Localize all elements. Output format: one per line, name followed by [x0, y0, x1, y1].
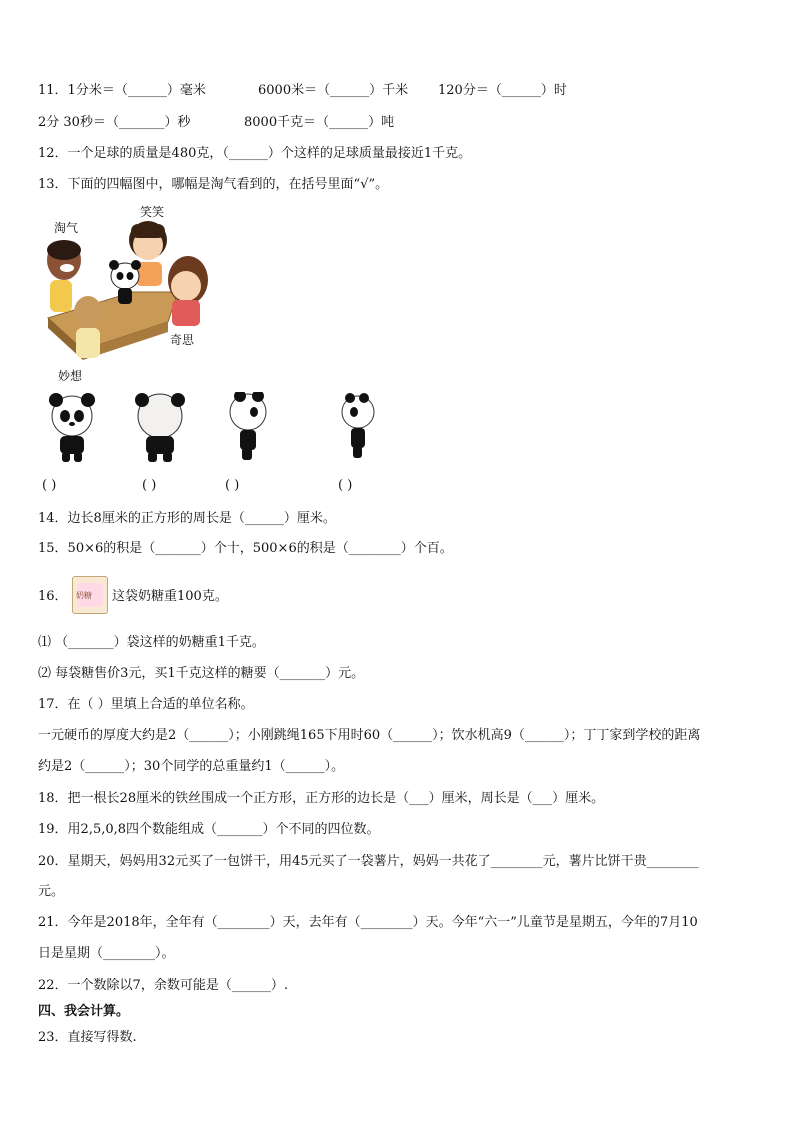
- section-4-heading: 四、我会计算。: [38, 1004, 130, 1019]
- q11-line1-b: 6000米＝（______）千米: [258, 83, 409, 98]
- panda-front-view: [49, 393, 95, 462]
- q11-line1-a: 11．1分米＝（______）毫米: [38, 83, 206, 98]
- answer-blank-1[interactable]: ( ): [42, 478, 57, 493]
- question-16-sub2: ⑵ 每袋糖售价3元，买1千克这样的糖要（_______）元。: [38, 666, 365, 681]
- label-miaoxiang: 妙想: [58, 369, 83, 383]
- question-16-sub1: ⑴ （_______）袋这样的奶糖重1千克。: [38, 635, 265, 650]
- question-20-line2: 元。: [38, 884, 65, 899]
- label-xiaoxiao: 笑笑: [140, 205, 165, 219]
- question-17-line2: 约是2（______）；30个同学的总重量约1（______）。: [38, 759, 345, 774]
- question-19: 19．用2,5,0,8四个数能组成（_______）个不同的四位数。: [38, 822, 380, 837]
- question-22: 22．一个数除以7，余数可能是（______）.: [38, 978, 288, 993]
- candy-bag-label: 奶糖: [76, 591, 92, 600]
- question-16-label: 16．: [38, 589, 68, 604]
- question-17-line1: 一元硬币的厚度大约是2（______）；小刚跳绳165下用时60（______）；饮水机高9（______）；丁丁家到学校的距离: [38, 728, 701, 743]
- question-23: 23．直接写得数.: [38, 1030, 137, 1045]
- question-17-title: 17．在（ ）里填上合适的单位名称。: [38, 697, 254, 712]
- panda-back-view: [135, 393, 185, 462]
- question-21-line1: 21．今年是2018年，全年有（________）天，去年有（________）天。今年“六一”儿童节是星期五，今年的7月10: [38, 915, 698, 930]
- question-15: 15．50×6的积是（_______）个十，500×6的积是（________）个百。: [38, 541, 453, 556]
- question-14: 14．边长8厘米的正方形的周长是（______）厘米。: [38, 511, 336, 526]
- question-20-line1: 20．星期天，妈妈用32元买了一包饼干，用45元买了一袋薯片，妈妈一共花了________元，薯片比饼干贵________: [38, 854, 699, 869]
- question-16-text: 这袋奶糖重100克。: [112, 589, 228, 604]
- panda-side-view-left: [342, 393, 374, 458]
- question-18: 18．把一根长28厘米的铁丝围成一个正方形，正方形的边长是（___）厘米，周长是（___）厘米。: [38, 791, 605, 806]
- panda-options: [38, 392, 398, 467]
- label-taoqi: 淘气: [54, 221, 79, 235]
- panda-side-view-right: [230, 392, 266, 460]
- label-qisi: 奇思: [170, 333, 195, 347]
- scene-illustration: [38, 200, 218, 385]
- candy-bag-image: [72, 576, 108, 614]
- q11-line2-b: 8000千克＝（______）吨: [244, 115, 395, 130]
- question-21-line2: 日是星期（________）。: [38, 946, 175, 961]
- answer-blank-3[interactable]: ( ): [225, 478, 240, 493]
- question-13: 13．下面的四幅图中，哪幅是淘气看到的，在括号里面“√”。: [38, 177, 389, 192]
- answer-blank-2[interactable]: ( ): [142, 478, 157, 493]
- q11-line2-a: 2分 30秒＝（_______）秒: [38, 115, 191, 130]
- answer-blank-4[interactable]: ( ): [338, 478, 353, 493]
- question-12: 12．一个足球的质量是480克，（______）个这样的足球质量最接近1千克。: [38, 146, 472, 161]
- q11-line1-c: 120分＝（______）时: [438, 83, 567, 98]
